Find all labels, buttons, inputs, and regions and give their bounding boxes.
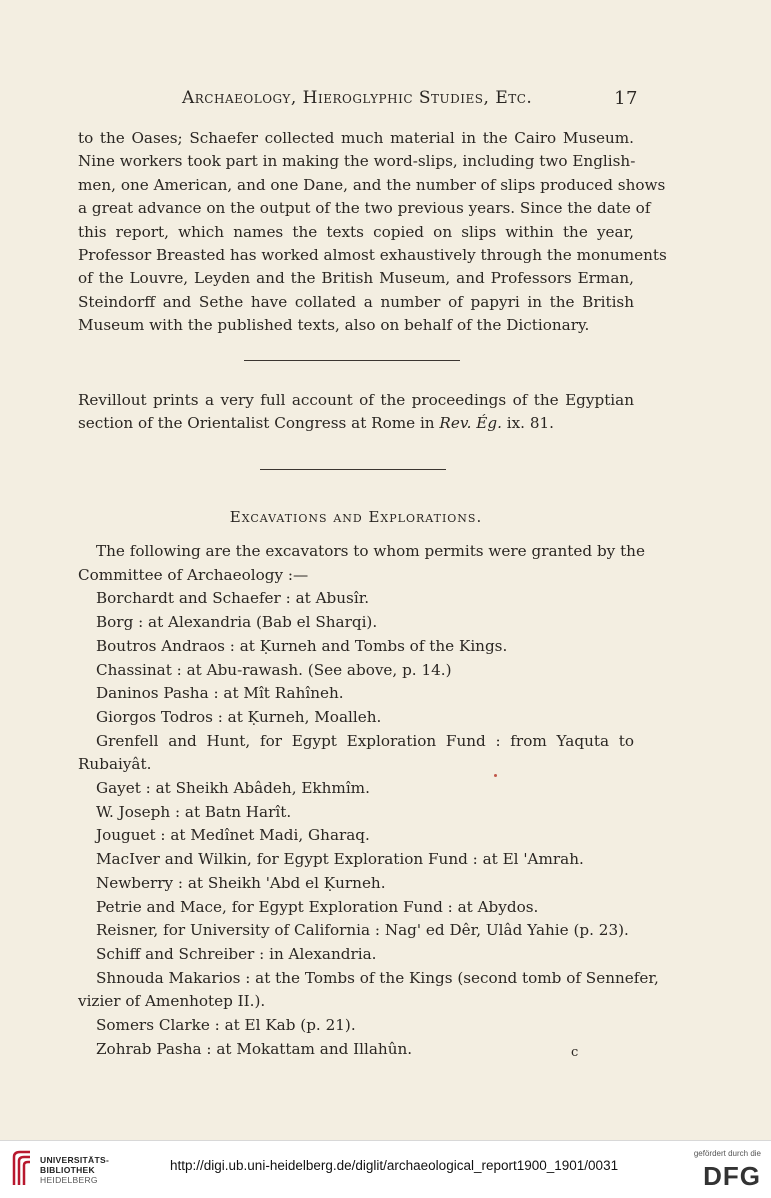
list-item: Reisner, for University of California : Nag' ed Dêr, Ulâd Yahie (p. 23). [96,921,629,940]
list-item: Daninos Pasha : at Mît Rahîneh. [96,684,344,703]
page-number: 17 [614,88,638,109]
library-name-line: UNIVERSITÄTS- [40,1155,110,1165]
list-item: MacIver and Wilkin, for Egypt Exploration Fund : at El 'Amrah. [96,850,584,869]
list-item: Borg : at Alexandria (Bab el Sharqi). [96,613,378,632]
section-heading: Excavations and Explorations. [229,508,483,526]
list-item: Rubaiyât. [78,755,152,774]
text-line: Museum with the published texts, also on behalf of the Dictionary. [78,316,590,335]
library-name [40,1155,109,1185]
signature-mark: c [571,1045,579,1060]
text-line: Steindorff and Sethe have collated a number of papyri in the British [78,292,634,311]
list-item: Jouguet : at Medînet Madi, Gharaq. [96,826,370,845]
funding-note: gefördert durch die [693,1149,761,1158]
text-line: to the Oases; Schaefer collected much material in the Cairo Museum. [78,129,634,147]
list-item: Newberry : at Sheikh 'Abd el Ḳurneh. [96,873,386,892]
list-item: Borchardt and Schaefer : at Abusîr. [96,589,370,608]
paragraph-dictionary [78,127,667,338]
text-run: section of the Orientalist Congress at Rome in [78,414,440,433]
list-item: Giorgos Todros : at Ḳurneh, Moalleh. [96,707,382,726]
text-line: this report, which names the texts copied on slips within the year, [78,222,634,241]
list-item: Grenfell and Hunt, for Egypt Exploration Fund : from Yaquta to [96,731,634,750]
list-item: W. Joseph : at Batn Harît. [96,802,292,821]
library-name-line: HEIDELBERG [40,1175,98,1185]
viewer-footer [0,1140,771,1198]
permalink-url[interactable]: http://digi.ub.uni-heidelberg.de/diglit/archaeological_report1900_1901/0031 [170,1158,619,1173]
list-item: Somers Clarke : at El Kab (p. 21). [96,1016,356,1035]
list-item: vizier of Amenhotep II.). [78,992,266,1011]
list-item: Chassinat : at Abu-rawash. (See above, p. 14.) [96,660,452,679]
list-item: Shnouda Makarios : at the Tombs of the Kings (second tomb of Sennefer, [96,968,659,987]
list-item: Gayet : at Sheikh Abâdeh, Ekhmîm. [96,779,370,798]
text-line: a great advance on the output of the two previous years. Since the date of [78,199,651,218]
list-item: Zohrab Pasha : at Mokattam and Illahûn. [96,1039,413,1058]
text-line: Professor Breasted has worked almost exhaustively through the monuments [78,246,667,265]
journal-title: Rev. Ég. [439,414,502,433]
text-line [78,412,634,435]
list-item: Committee of Archaeology :— [78,565,309,584]
dfg-logo-icon: DFG [703,1161,761,1191]
list-item: Boutros Andraos : at Ḳurneh and Tombs of the Kings. [96,636,508,655]
excavators-list [78,540,659,1061]
list-item: Petrie and Mace, for Egypt Exploration Fund : at Abydos. [96,897,539,916]
university-library-logo-icon [10,1149,34,1189]
list-item: The following are the excavators to whom permits were granted by the [96,542,645,560]
text-line: of the Louvre, Leyden and the British Museum, and Professors Erman, [78,269,634,288]
text-line: Revillout prints a very full account of the proceedings of the Egyptian [78,391,634,409]
paragraph-revillout [78,389,634,436]
text-run: ix. 81. [501,414,554,433]
section-divider [244,360,460,361]
running-head-title: Archaeology, Hieroglyphic Studies, Etc. [182,88,533,108]
ink-speck [494,774,497,777]
section-divider [260,469,446,470]
text-line: men, one American, and one Dane, and the number of slips produced shows [78,175,666,194]
library-name-line: BIBLIOTHEK [40,1165,95,1175]
list-item: Schiff and Schreiber : in Alexandria. [96,944,377,963]
text-line: Nine workers took part in making the word-slips, including two English- [78,152,636,171]
